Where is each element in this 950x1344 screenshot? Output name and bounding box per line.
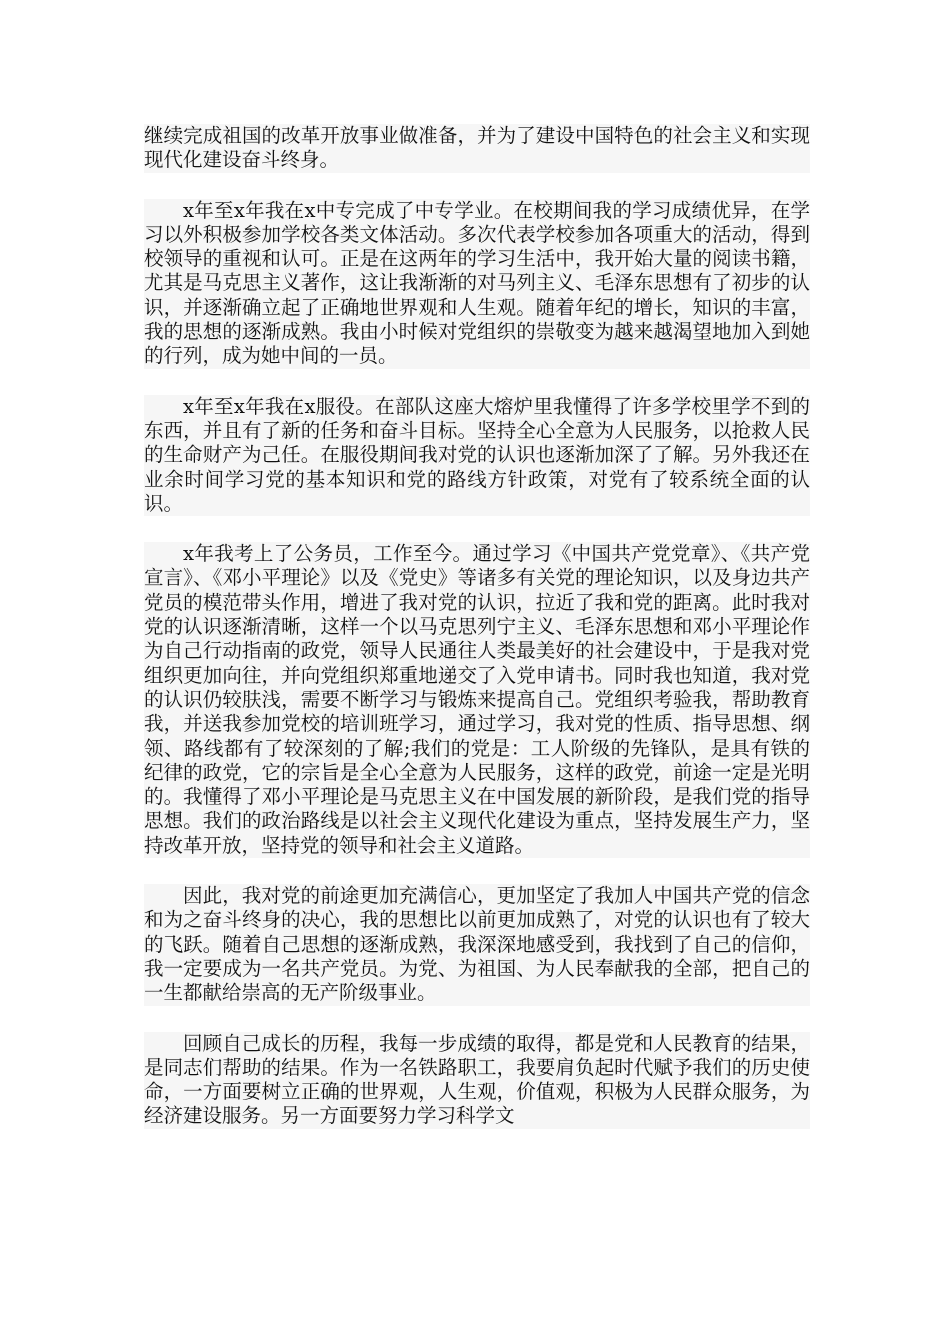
paragraph-2: x年至x年我在x中专完成了中专学业。在校期间我的学习成绩优异，在学习以外积极参加学校各类文体活动。多次代表学校参加各项重大的活动，得到校领导的重视和认可。正是在这两年的学习生活中，我开始大量的阅读书籍，尤其是马克思主义著作，这让我渐渐的对马列主义、毛泽东思想有了初步的认识，并逐渐确立起了正确地世界观和人生观。随着年纪的增长，知识的丰富，我的思想的逐渐成熟。我由小时候对党组织的崇敬变为越来越渴望地加入到她的行列，成为她中间的一员。 bbox=[144, 198, 810, 368]
document-body bbox=[144, 124, 810, 1155]
paragraph-5: 因此，我对党的前途更加充满信心，更加坚定了我加人中国共产党的信念和为之奋斗终身的决心，我的思想比以前更加成熟了，对党的认识也有了较大的飞跃。随着自己思想的逐渐成熟，我深深地感受到，我找到了自己的信仰，我一定要成为一名共产党员。为党、为祖国、为人民奉献我的全部，把自己的一生都献给崇高的无产阶级事业。 bbox=[144, 884, 810, 1005]
paragraph-4: x年我考上了公务员，工作至今。通过学习《中国共产党党章》、《共产党宣言》、《邓小平理论》以及《党史》等诸多有关党的理论知识，以及身边共产党员的模范带头作用，增进了我对党的认识，拉近了我和党的距离。此时我对党的认识逐渐清晰，这样一个以马克思列宁主义、毛泽东思想和邓小平理论作为自己行动指南的政党，领导人民通往人类最美好的社会建设中，于是我对党组织更加向往，并向党组织郑重地递交了入党申请书。同时我也知道，我对党的认识仍较肤浅，需要不断学习与锻炼来提高自己。党组织考验我，帮助教育我，并送我参加党校的培训班学习，通过学习，我对党的性质、指导思想、纲领、路线都有了较深刻的了解;我们的党是：工人阶级的先锋队，是具有铁的纪律的政党，它的宗旨是全心全意为人民服务，这样的政党，前途一定是光明的。我懂得了邓小平理论是马克思主义在中国发展的新阶段，是我们党的指导思想。我们的政治路线是以社会主义现代化建设为重点，坚持发展生产力，坚持改革开放，坚持党的领导和社会主义道路。 bbox=[144, 542, 810, 857]
paragraph-3: x年至x年我在x服役。在部队这座大熔炉里我懂得了许多学校里学不到的东西，并且有了新的任务和奋斗目标。坚持全心全意为人民服务，以抢救人民的生命财产为己任。在服役期间我对党的认识也逐渐加深了了解。另外我还在业余时间学习党的基本知识和党的路线方针政策，对党有了较系统全面的认识。 bbox=[144, 394, 810, 515]
paragraph-1: 继续完成祖国的改革开放事业做准备，并为了建设中国特色的社会主义和实现现代化建设奋斗终身。 bbox=[144, 124, 810, 172]
paragraph-6: 回顾自己成长的历程，我每一步成绩的取得，都是党和人民教育的结果，是同志们帮助的结果。作为一名铁路职工，我要肩负起时代赋予我们的历史使命，一方面要树立正确的世界观，人生观，价值观，积极为人民群众服务，为经济建设服务。另一方面要努力学习科学文 bbox=[144, 1031, 810, 1128]
